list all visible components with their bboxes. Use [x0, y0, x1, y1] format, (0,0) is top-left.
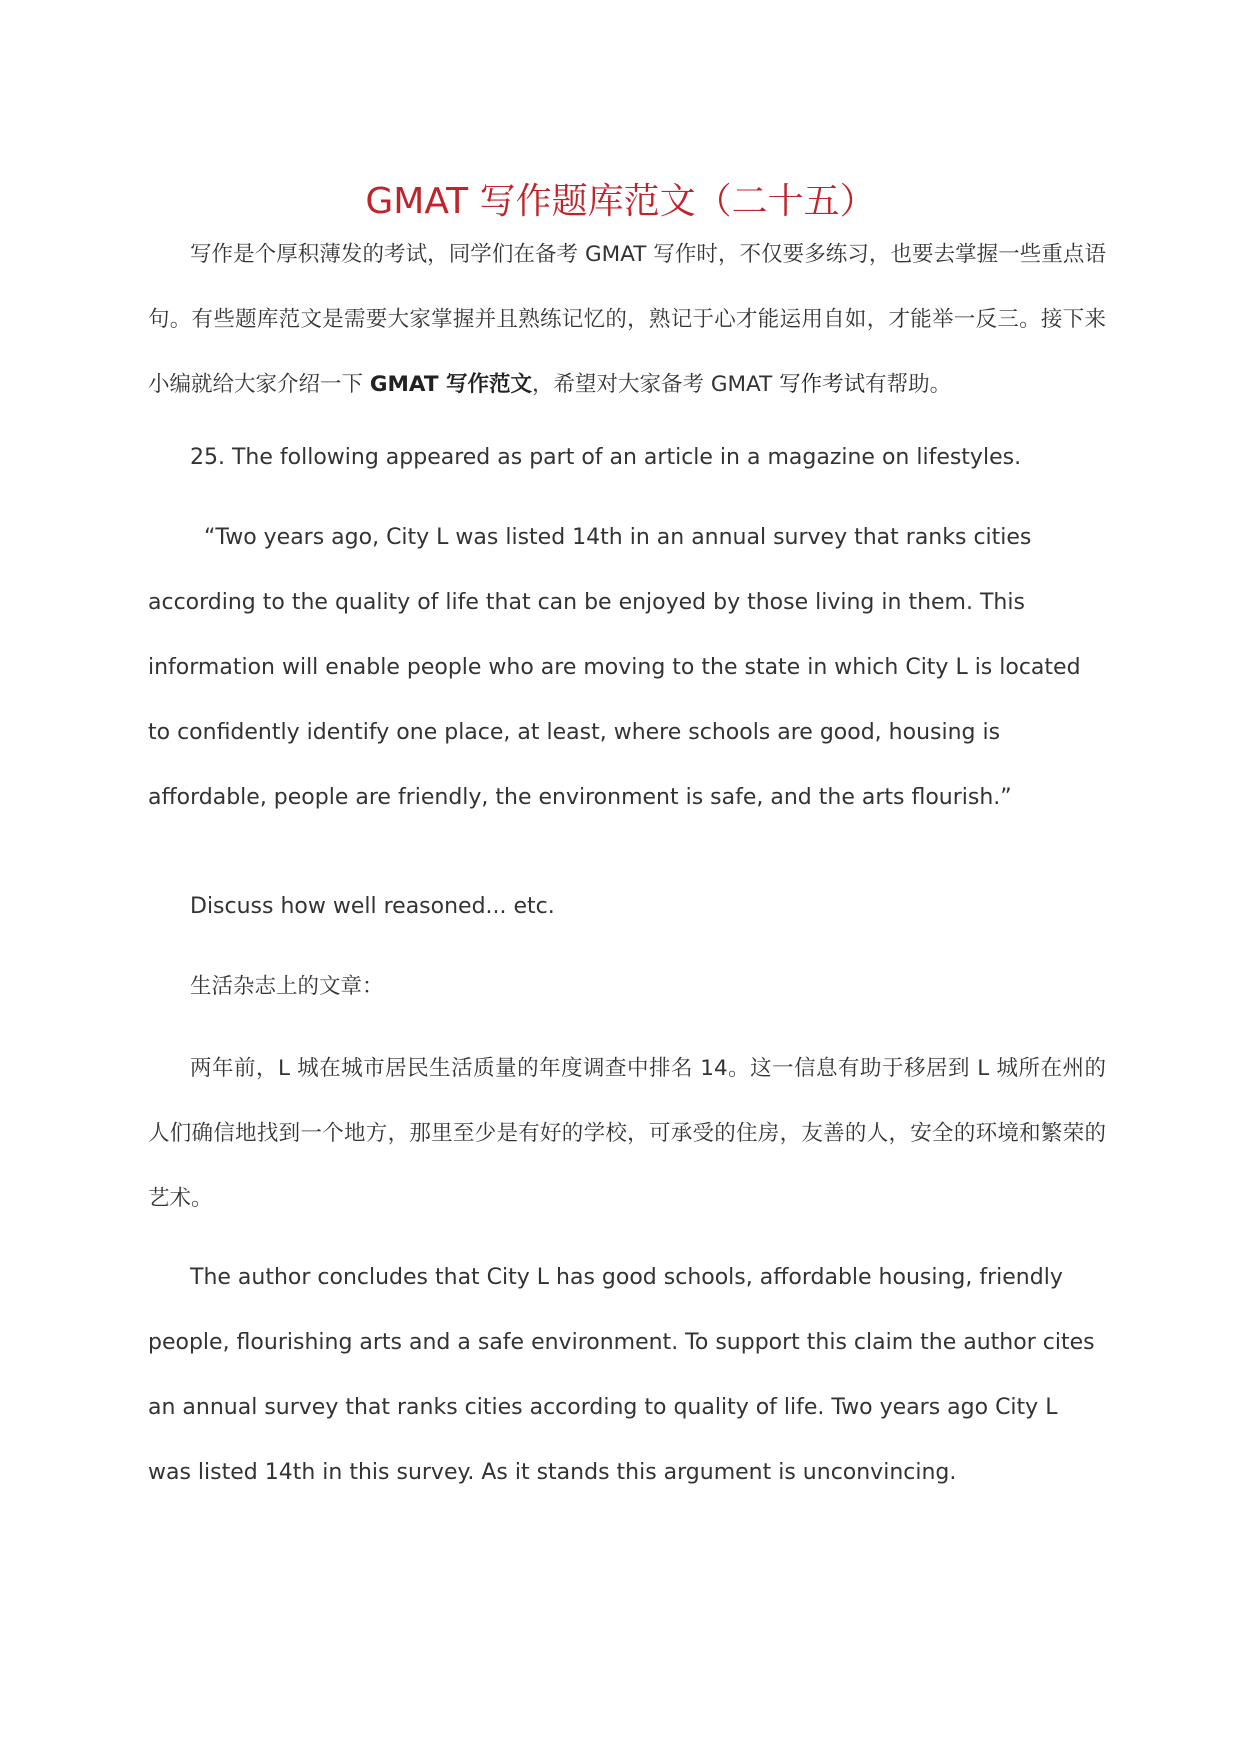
intro-paragraph [148, 222, 1106, 417]
intro-keyword-2: 写作考试 [779, 372, 866, 397]
instruction-text: Discuss how well reasoned... etc. [190, 894, 555, 919]
essay-paragraph: The author concludes that City L has good schools, affordable housing, friendly people, flourishing arts and a safe environment. To support this claim the author cites an annual survey that ranks cities according to quality of life. Two years ago City L was listed 14th in this survey. As it stands this argument is unconvincing. [148, 1265, 1095, 1485]
intro-text: 写作是个厚积薄发的考试，同学们在备考 GMAT 写作时，不仅要多练习，也要去掌握一些重点语句。有些题库范文是需要大家掌握并且熟练记忆的，熟记于心才能运用自如，才能举一反三。接下来小编就给大家介绍一下 [148, 242, 1106, 397]
intro-bold-keyword: GMAT 写作范文 [369, 372, 533, 397]
intro-text-3: 有帮助。 [865, 372, 952, 397]
intro-text-2: ，希望对大家备考 GMAT [532, 372, 780, 397]
page-title: GMAT 写作题库范文（二十五） [365, 181, 876, 222]
prompt-quote: “Two years ago, City L was listed 14th in an annual survey that ranks cities according to the quality of life that can be enjoyed by those living in them. This information will enable people who are moving to the state in which City L is located to confidently identify one place, at least, where schools are good, housing is affordable, people are friendly, the environment is safe, and the arts flourish.” [148, 525, 1081, 810]
chinese-translation: 两年前，L 城在城市居民生活质量的年度调查中排名 14。这一信息有助于移居到 L 城所在州的人们确信地找到一个地方，那里至少是有好的学校，可承受的住房，友善的人，安全的环境和繁荣的艺术。 [148, 1056, 1106, 1211]
prompt-heading: 25. The following appeared as part of an article in a magazine on lifestyles. [190, 445, 1022, 470]
chinese-heading: 生活杂志上的文章： [190, 974, 384, 999]
